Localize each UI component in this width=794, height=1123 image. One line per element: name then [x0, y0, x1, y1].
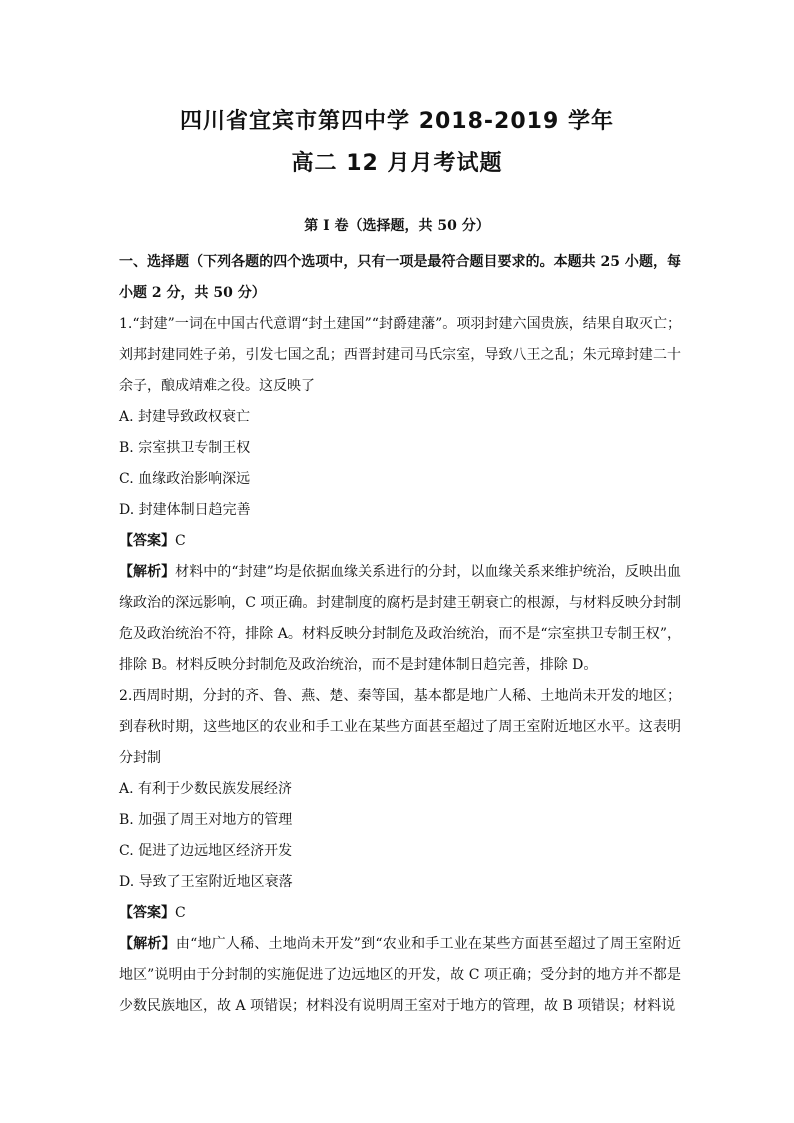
option-a: A. 有利于少数民族发展经济 [119, 781, 293, 797]
section-instructions: 一、选择题（下列各题的四个选项中，只有一项是最符合题目要求的。本题共 25 小题，每小题 2 分，共 50 分） [119, 254, 681, 301]
question-stem: 2.西周时期，分封的齐、鲁、燕、楚、秦等国，基本都是地广人稀、土地尚未开发的地区；到春秋时期，这些地区的农业和手工业在某些方面甚至超过了周王室附近地区水平。这表明分封制 [119, 688, 681, 766]
answer-value: C [175, 905, 186, 921]
option-b: B. 加强了周王对地方的管理 [119, 812, 293, 828]
answer-label: 【答案】 [119, 905, 175, 921]
exam-title-line1: 四川省宜宾市第四中学 2018-2019 学年 [180, 109, 614, 134]
question-1 [119, 309, 681, 681]
option-d: D. 封建体制日趋完善 [119, 502, 251, 518]
analysis-label: 【解析】 [119, 564, 176, 580]
analysis-text: 材料中的“封建”均是依据血缘关系进行的分封，以血缘关系来维护统治，反映出血缘政治的深远影响，C 项正确。封建制度的腐朽是封建王朝衰亡的根源，与材料反映分封制危及政治统治不符，排除 A。材料反映分封制危及政治统治，而不是“宗室拱卫专制王权”，排除 B。材料反映分封制危及政治统治，而不是封建体制日趋完善，排除 D。 [119, 564, 682, 673]
answer-label: 【答案】 [119, 533, 175, 549]
exam-body [119, 247, 681, 1022]
option-d: D. 导致了王室附近地区衰落 [119, 874, 293, 890]
section-title: 第 I 卷（选择题，共 50 分） [304, 218, 490, 234]
option-b: B. 宗室拱卫专制王权 [119, 440, 251, 456]
answer-line [119, 898, 681, 929]
exam-title-line2: 高二 12 月月考试题 [291, 151, 503, 176]
analysis-paragraph [119, 929, 681, 1022]
option-a: A. 封建导致政权衰亡 [119, 409, 251, 425]
option-c: C. 血缘政治影响深远 [119, 471, 251, 487]
analysis-paragraph [119, 557, 681, 681]
question-stem: 1.“封建”一词在中国古代意谓“封土建国”“封爵建藩”。项羽封建六国贵族，结果自取灭亡；刘邦封建同姓子弟，引发七国之乱；西晋封建司马氏宗室，导致八王之乱；朱元璋封建二十余子，酿成靖难之役。这反映了 [119, 316, 681, 394]
analysis-text: 由“地广人稀、土地尚未开发”到“农业和手工业在某些方面甚至超过了周王室附近地区”说明由于分封制的实施促进了边远地区的开发，故 C 项正确；受分封的地方并不都是少数民族地区，故 A 项错误；材料没有说明周王室对于地方的管理，故 B 项错误；材料说 [119, 936, 681, 1014]
analysis-label: 【解析】 [119, 936, 176, 952]
answer-line [119, 526, 681, 557]
question-2 [119, 681, 681, 1022]
option-c: C. 促进了边远地区经济开发 [119, 843, 293, 859]
answer-value: C [175, 533, 186, 549]
